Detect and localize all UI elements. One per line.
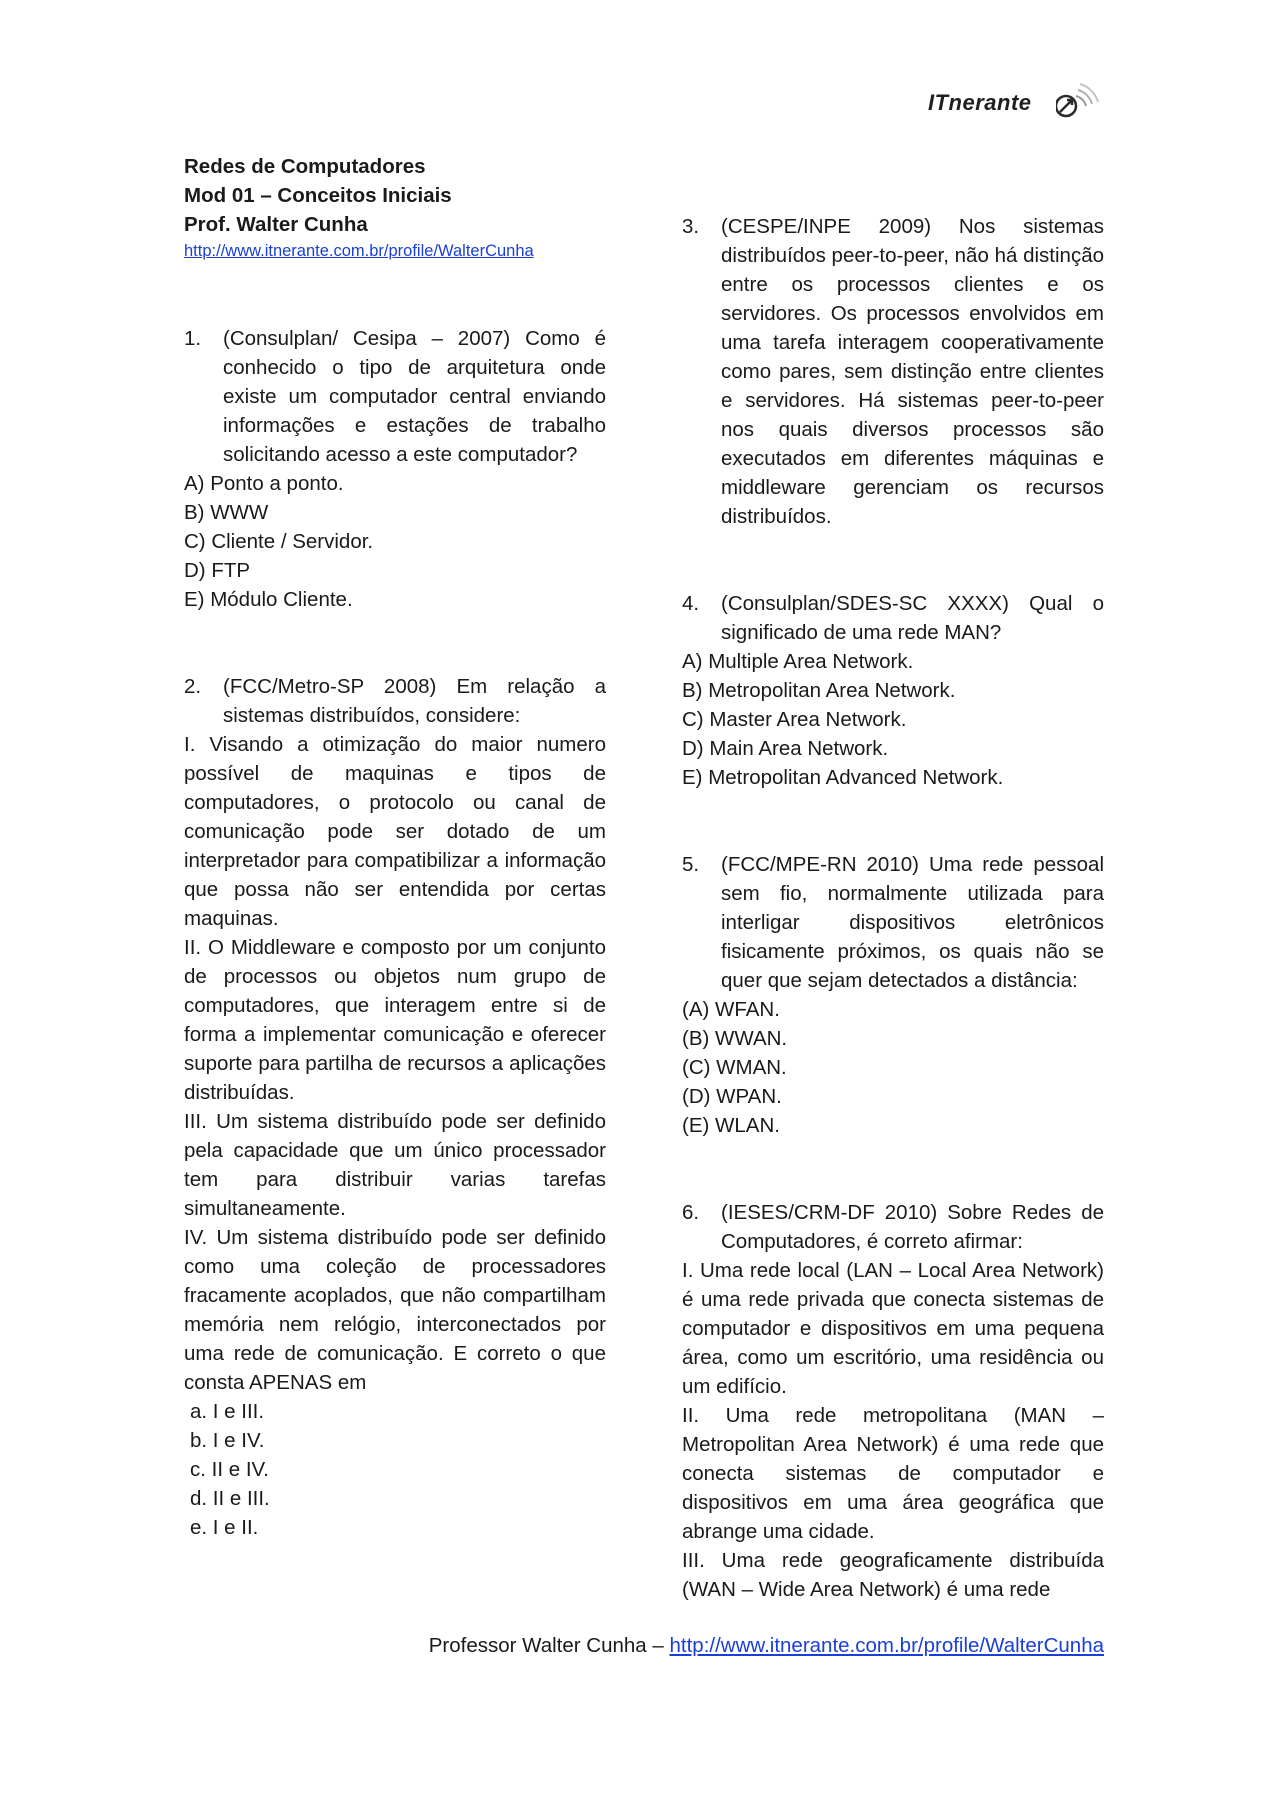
option: (A) WFAN. [682, 998, 780, 1021]
option: (B) WWAN. [682, 1027, 788, 1050]
option: B) Metropolitan Area Network. [682, 679, 956, 702]
statement-item: I. Visando a otimização do maior numero possível de maquinas e tipos de computadores, o protocolo ou canal de comunicação pode ser dotado de um interpretador para compatibilizar a informação que possa não ser entendida por certas maquinas. [184, 733, 606, 930]
left-column [184, 152, 606, 1542]
statement-item: II. O Middleware e composto por um conjunto de processos ou objetos num grupo de computadores, que interagem entre si de forma a implementar comunicação e oferecer suporte para partilha de recursos a aplicações distribuídas. [184, 936, 606, 1104]
question-number: 4. [682, 592, 700, 615]
right-column [682, 212, 1104, 1604]
page-footer [184, 1631, 1104, 1660]
option: A) Ponto a ponto. [184, 472, 344, 495]
professor-name: Prof. Walter Cunha [184, 213, 368, 236]
question-text: (Consulplan/ Cesipa – 2007) Como é conhecido o tipo de arquitetura onde existe um computador central enviando informações e estações de trabalho solicitando acesso a este computador? [223, 327, 606, 466]
option: c. II e IV. [190, 1458, 270, 1481]
footer-label: Professor Walter Cunha – [428, 1634, 670, 1657]
question-number: 5. [682, 853, 700, 876]
question-1 [184, 324, 606, 614]
statement-item: IV. Um sistema distribuído pode ser definido como uma coleção de processadores fracamente acoplados, que não compartilham memória nem relógio, interconectados por uma rede de comunicação. E correto o que consta APENAS em [184, 1226, 606, 1394]
option: (E) WLAN. [682, 1114, 780, 1137]
footer-link[interactable]: http://www.itnerante.com.br/profile/WalterCunha [669, 1634, 1104, 1657]
option: (D) WPAN. [682, 1085, 782, 1108]
statement-item: III. Um sistema distribuído pode ser definido pela capacidade que um único processador tem para distribuir varias tarefas simultaneamente. [184, 1110, 606, 1220]
itnerante-logo [928, 80, 1098, 124]
statement-item: III. Uma rede geograficamente distribuída (WAN – Wide Area Network) é uma rede [682, 1549, 1104, 1601]
course-title: Redes de Computadores [184, 155, 426, 178]
profile-link[interactable]: http://www.itnerante.com.br/profile/WalterCunha [184, 242, 534, 260]
question-text: (IESES/CRM-DF 2010) Sobre Redes de Computadores, é correto afirmar: [721, 1201, 1104, 1253]
option: C) Cliente / Servidor. [184, 530, 374, 553]
option: d. II e III. [190, 1487, 270, 1510]
logo-text: ITnerante [928, 90, 1032, 115]
option: A) Multiple Area Network. [682, 650, 914, 673]
question-5 [682, 850, 1104, 1140]
option: D) FTP [184, 559, 251, 582]
question-6 [682, 1198, 1104, 1604]
option: E) Metropolitan Advanced Network. [682, 766, 1004, 789]
question-text: (FCC/Metro-SP 2008) Em relação a sistemas distribuídos, considere: [223, 675, 606, 727]
question-text: (Consulplan/SDES-SC XXXX) Qual o significado de uma rede MAN? [721, 592, 1104, 644]
option: D) Main Area Network. [682, 737, 889, 760]
option: E) Módulo Cliente. [184, 588, 353, 611]
option: (C) WMAN. [682, 1056, 787, 1079]
question-3 [682, 212, 1104, 531]
question-number: 6. [682, 1201, 700, 1224]
option: b. I e IV. [190, 1429, 265, 1452]
option: a. I e III. [190, 1400, 265, 1423]
option: e. I e II. [190, 1516, 259, 1539]
question-number: 3. [682, 215, 700, 238]
signal-arrow-icon [1056, 78, 1102, 118]
question-text: (CESPE/INPE 2009) Nos sistemas distribuídos peer-to-peer, não há distinção entre os processos clientes e os servidores. Os processos envolvidos em uma tarefa interagem cooperativamente como pares, sem distinção entre clientes e servidores. Há sistemas peer-to-peer nos quais diversos processos são executados em diferentes máquinas e middleware gerenciam os recursos distribuídos. [721, 215, 1104, 528]
question-number: 1. [184, 327, 202, 350]
statement-item: I. Uma rede local (LAN – Local Area Network) é uma rede privada que conecta sistemas de computador e dispositivos em uma pequena área, como um escritório, uma residência ou um edifício. [682, 1259, 1104, 1398]
question-text: (FCC/MPE-RN 2010) Uma rede pessoal sem fio, normalmente utilizada para interligar dispositivos eletrônicos fisicamente próximos, os quais não se quer que sejam detectados a distância: [721, 853, 1104, 992]
question-number: 2. [184, 675, 202, 698]
question-4 [682, 589, 1104, 792]
option: B) WWW [184, 501, 269, 524]
statement-item: II. Uma rede metropolitana (MAN – Metropolitan Area Network) é uma rede que conecta sistemas de computador e dispositivos em uma área geográfica que abrange uma cidade. [682, 1404, 1104, 1543]
question-2 [184, 672, 606, 1542]
option: C) Master Area Network. [682, 708, 907, 731]
module-title: Mod 01 – Conceitos Iniciais [184, 184, 452, 207]
